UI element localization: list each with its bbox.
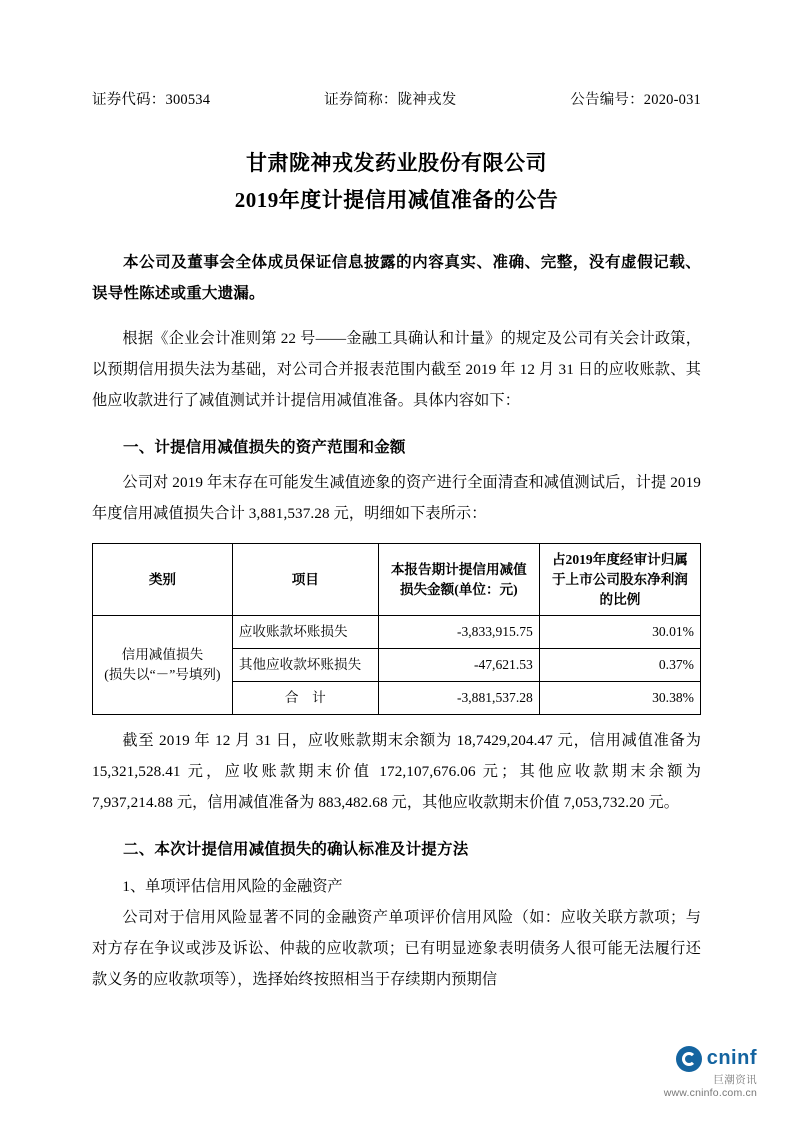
notice-number: 公告编号：2020-031 [570,92,701,108]
impairment-table [92,543,701,714]
category-label-line-1: 信用减值损失 [121,647,204,663]
intro-paragraph: 根据《企业会计准则第 22 号——金融工具确认和计量》的规定及公司有关会计政策，以预期信用损失法为基础，对公司合并报表范围内截至 2019 年 12 月 31 日的应收账款、其他应收款进行了减值测试并计提信用减值准备。具体内容如下： [92,329,701,409]
subsection-1-body: 公司对于信用风险显著不同的金融资产单项评价信用风险（如：应收关联方款项；与对方存在争议或涉及诉讼、仲裁的应收款项；已有明显迹象表明债务人很可能无法履行还款义务的应收款项等），选择始终按照相当于存续期内预期信 [92,909,701,989]
category-label-line-2: (损失以“－”号填列) [104,666,221,682]
table-cell-amount: -47,621.53 [378,649,539,682]
cninfo-logo-icon [676,1046,702,1072]
section-1-body: 公司对 2019 年末存在可能发生减值迹象的资产进行全面清查和减值测试后，计提 2019 年度信用减值损失合计 3,881,537.28 元，明细如下表所示： [92,473,701,523]
table-cell-amount: -3,881,537.28 [378,681,539,714]
document-header [92,88,701,109]
table-header-amount: 本报告期计提信用减值损失金额(单位：元) [378,544,539,616]
table-header-category: 类别 [93,544,233,616]
table-cell-item: 应收账款坏账损失 [232,616,378,649]
security-code: 证券代码：300534 [92,92,211,108]
table-row [93,616,701,649]
table-cell-item: 其他应收款坏账损失 [232,649,378,682]
logo-subtitle: 巨潮资讯 [713,1073,757,1086]
section-2-heading: 二、本次计提信用减值损失的确认标准及计提方法 [123,840,469,858]
security-name: 证券简称：陇神戎发 [324,92,457,108]
table-cell-ratio: 0.37% [539,649,700,682]
section-1-heading: 一、计提信用减值损失的资产范围和金额 [123,438,406,456]
subsection-1-title: 1、单项评估信用风险的金融资产 [122,877,343,895]
logo-url: www.cninfo.com.cn [663,1086,757,1099]
page-title [92,145,701,219]
title-line-2: 2019年度计提信用减值准备的公告 [234,187,559,212]
footer-logo [664,1046,757,1100]
table-cell-amount: -3,833,915.75 [378,616,539,649]
title-line-1: 甘肃陇神戎发药业股份有限公司 [246,151,547,175]
logo-row [664,1046,757,1072]
table-cell-category [93,616,233,714]
table-header-row [93,544,701,616]
table-header-ratio: 占2019年度经审计归属于上市公司股东净利润的比例 [539,544,700,616]
after-table-paragraph: 截至 2019 年 12 月 31 日，应收账款期末余额为 18,7429,204.47 元，信用减值准备为 15,321,528.41 元，应收账款期末价值 172,107,676.06 元；其他应收款期末余额为 7,937,214.88 元，信用减值准备为 883,482.68 元，其他应收款期末价值 7,053,732.20 元。 [92,731,701,811]
table-cell-ratio: 30.38% [539,681,700,714]
table-cell-ratio: 30.01% [539,616,700,649]
logo-wordmark: cninf [706,1047,757,1070]
table-cell-item: 合 计 [232,681,378,714]
table-header-item: 项目 [232,544,378,616]
disclaimer-statement: 本公司及董事会全体成员保证信息披露的内容真实、准确、完整，没有虚假记载、误导性陈述或重大遗漏。 [92,253,701,302]
